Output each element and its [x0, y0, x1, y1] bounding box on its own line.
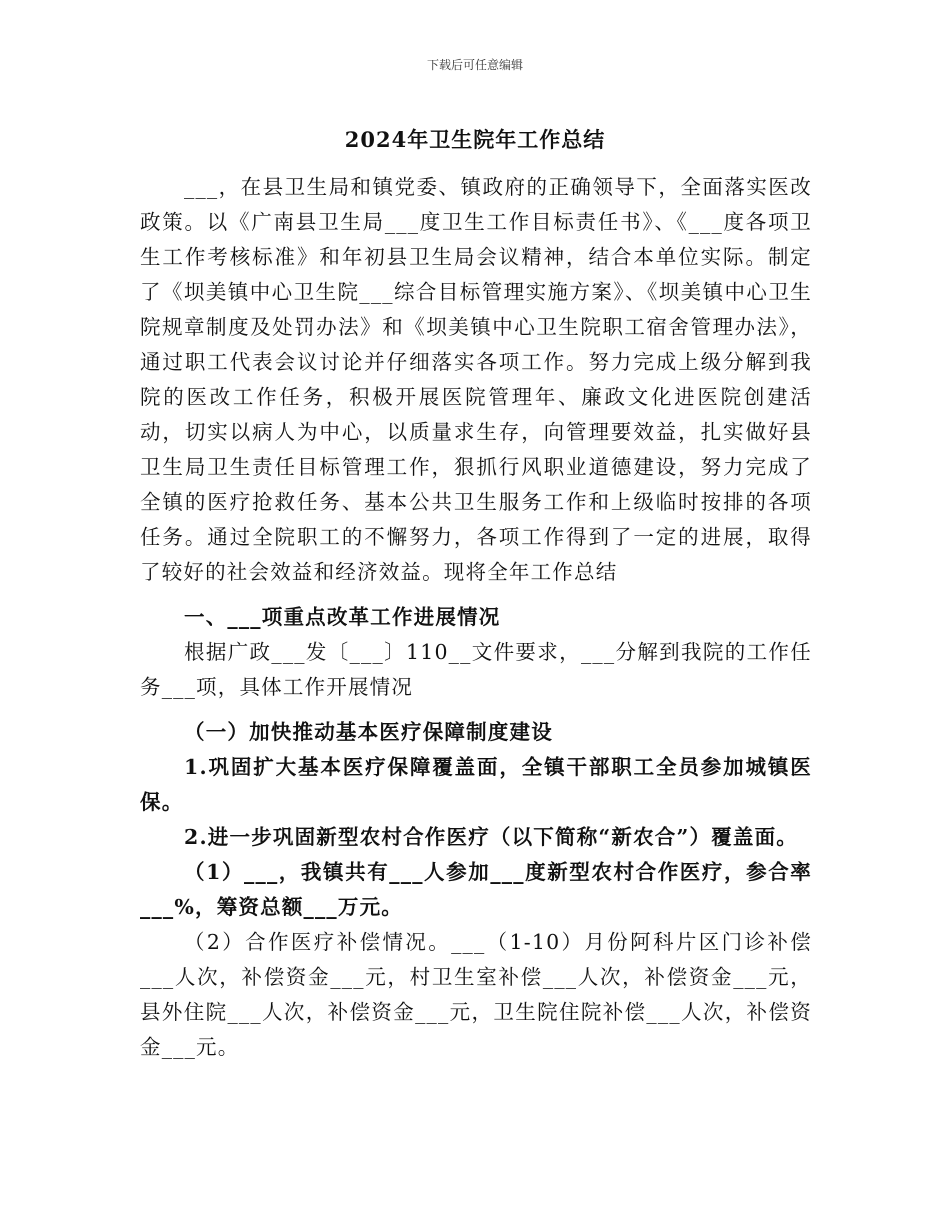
- subsection-heading-1: （一）加快推动基本医疗保障制度建设: [184, 720, 553, 744]
- section-heading-1: 一、___项重点改革工作进展情况: [184, 605, 501, 629]
- item-2-paragraph: 2.进一步巩固新型农村合作医疗（以下简称“新农合”）覆盖面。: [184, 825, 798, 849]
- item-2-1-paragraph: （1）___，我镇共有___人参加___度新型农村合作医疗，参合率___%，筹资总额___万元。: [140, 860, 812, 919]
- document-body: [140, 170, 812, 1065]
- intro-paragraph: ___，在县卫生局和镇党委、镇政府的正确领导下，全面落实医改政策。以《广南县卫生局___度卫生工作目标责任书》、《___度各项卫生工作考核标准》和年初县卫生局会议精神，结合本单位实际。制定了《坝美镇中心卫生院___综合目标管理实施方案》、《坝美镇中心卫生院规章制度及处罚办法》和《坝美镇中心卫生院职工宿舍管理办法》，通过职工代表会议讨论并仔细落实各项工作。努力完成上级分解到我院的医改工作任务，积极开展医院管理年、廉政文化进医院创建活动，切实以病人为中心，以质量求生存，向管理要效益，扎实做好县卫生局卫生责任目标管理工作，狠抓行风职业道德建设，努力完成了全镇的医疗抢救任务、基本公共卫生服务工作和上级临时按排的各项任务。通过全院职工的不懈努力，各项工作得到了一定的进展，取得了较好的社会效益和经济效益。现将全年工作总结: [140, 175, 812, 584]
- page-header: 下载后可任意编辑: [426, 58, 523, 72]
- item-1-paragraph: 1.巩固扩大基本医疗保障覆盖面，全镇干部职工全员参加城镇医保。: [140, 755, 812, 814]
- section-1-paragraph: 根据广政___发〔___〕110__文件要求，___分解到我院的工作任务___项，具体工作开展情况: [140, 640, 812, 699]
- item-2-2-paragraph: （2）合作医疗补偿情况。___（1-10）月份阿科片区门诊补偿___人次，补偿资金___元，村卫生室补偿___人次，补偿资金___元，县外住院___人次，补偿资金___元，卫生院住院补偿___人次，补偿资金___元。: [140, 930, 812, 1059]
- document-title: 2024年卫生院年工作总结: [344, 127, 606, 152]
